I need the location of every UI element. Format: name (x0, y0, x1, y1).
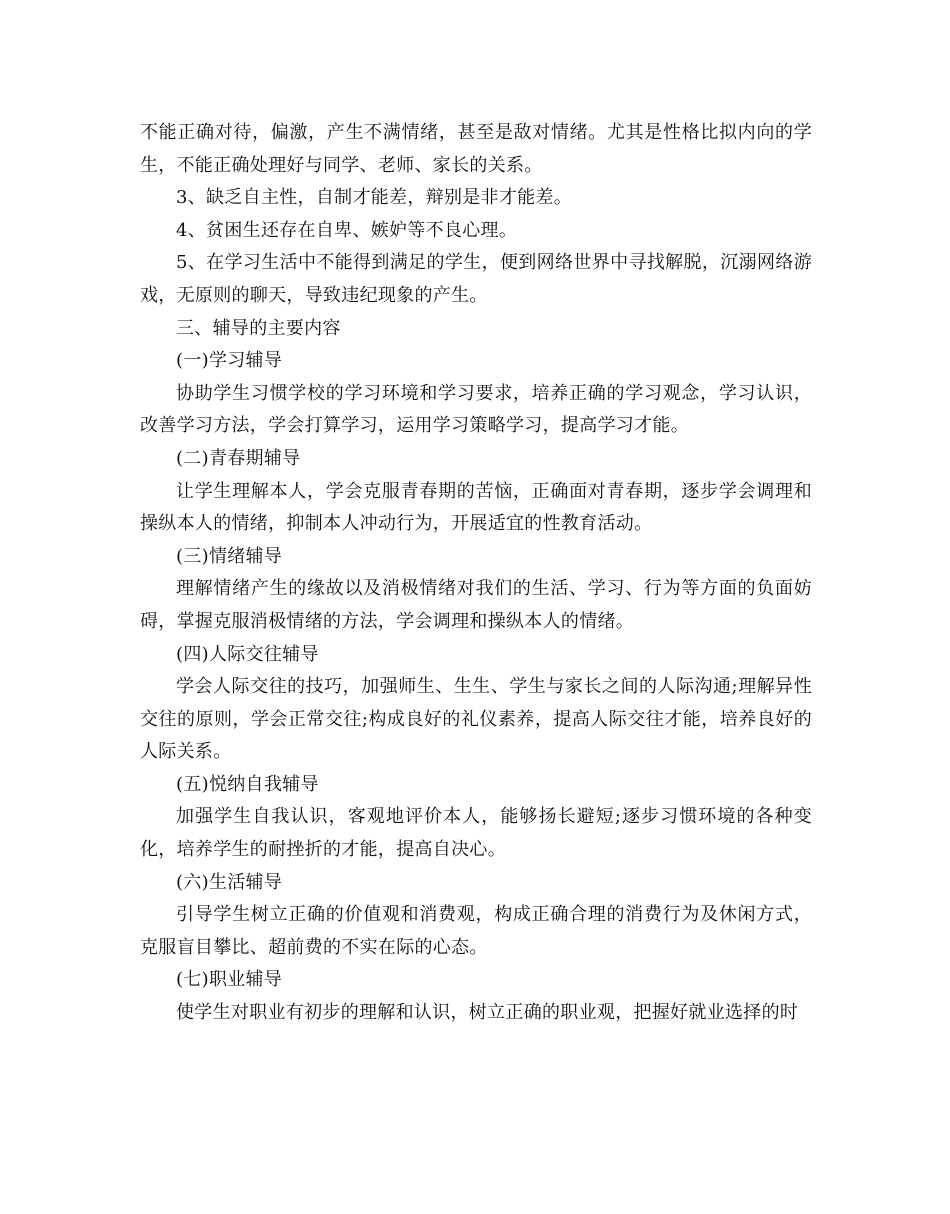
paragraph: 使学生对职业有初步的理解和认识，树立正确的职业观，把握好就业选择的时 (176, 1002, 799, 1024)
subsection-heading: (四)人际交往辅导 (176, 643, 319, 665)
subsection-heading: (三)情绪辅导 (176, 545, 283, 567)
paragraph: 5、在学习生活中不能得到满足的学生，便到网络世界中寻找解脱，沉溺网络游戏，无原则的聊天，导致违纪现象的产生。 (140, 252, 812, 306)
paragraph: 引导学生树立正确的价值观和消费观，构成正确合理的消费行为及休闲方式，克服盲目攀比、超前费的不实在际的心态。 (140, 904, 812, 958)
paragraph: 3、缺乏自主性，自制才能差，辩别是非才能差。 (176, 187, 573, 209)
paragraph: 不能正确对待，偏激，产生不满情绪，甚至是敌对情绪。尤其是性格比拟内向的学生，不能正确处理好与同学、老师、家长的关系。 (140, 122, 812, 176)
subsection-heading: (六)生活辅导 (176, 871, 283, 893)
paragraph: 加强学生自我认识，客观地评价本人，能够扬长避短;逐步习惯环境的各种变化，培养学生的耐挫折的才能，提高自决心。 (140, 806, 812, 861)
subsection-heading: (二)青春期辅导 (176, 447, 301, 469)
subsection-heading: (一)学习辅导 (176, 350, 283, 372)
paragraph: 学会人际交往的技巧，加强师生、生生、学生与家长之间的人际沟通;理解异性交往的原则，学会正常交往;构成良好的礼仪素养，提高人际交往才能，培养良好的人际关系。 (140, 676, 812, 763)
paragraph: 让学生理解本人，学会克服青春期的苦恼，正确面对青春期，逐步学会调理和操纵本人的情绪，抑制本人冲动行为，开展适宜的性教育活动。 (140, 480, 812, 535)
paragraph: 理解情绪产生的缘故以及消极情绪对我们的生活、学习、行为等方面的负面妨碍，掌握克服消极情绪的方法，学会调理和操纵本人的情绪。 (140, 578, 812, 632)
section-heading: 三、辅导的主要内容 (176, 317, 341, 339)
paragraph: 协助学生习惯学校的学习环境和学习要求，培养正确的学习观念，学习认识，改善学习方法，学会打算学习，运用学习策略学习，提高学习才能。 (140, 382, 812, 437)
subsection-heading: (七)职业辅导 (176, 969, 283, 991)
document-body (140, 117, 812, 1030)
subsection-heading: (五)悦纳自我辅导 (176, 773, 319, 795)
paragraph: 4、贫困生还存在自卑、嫉妒等不良心理。 (176, 219, 518, 241)
